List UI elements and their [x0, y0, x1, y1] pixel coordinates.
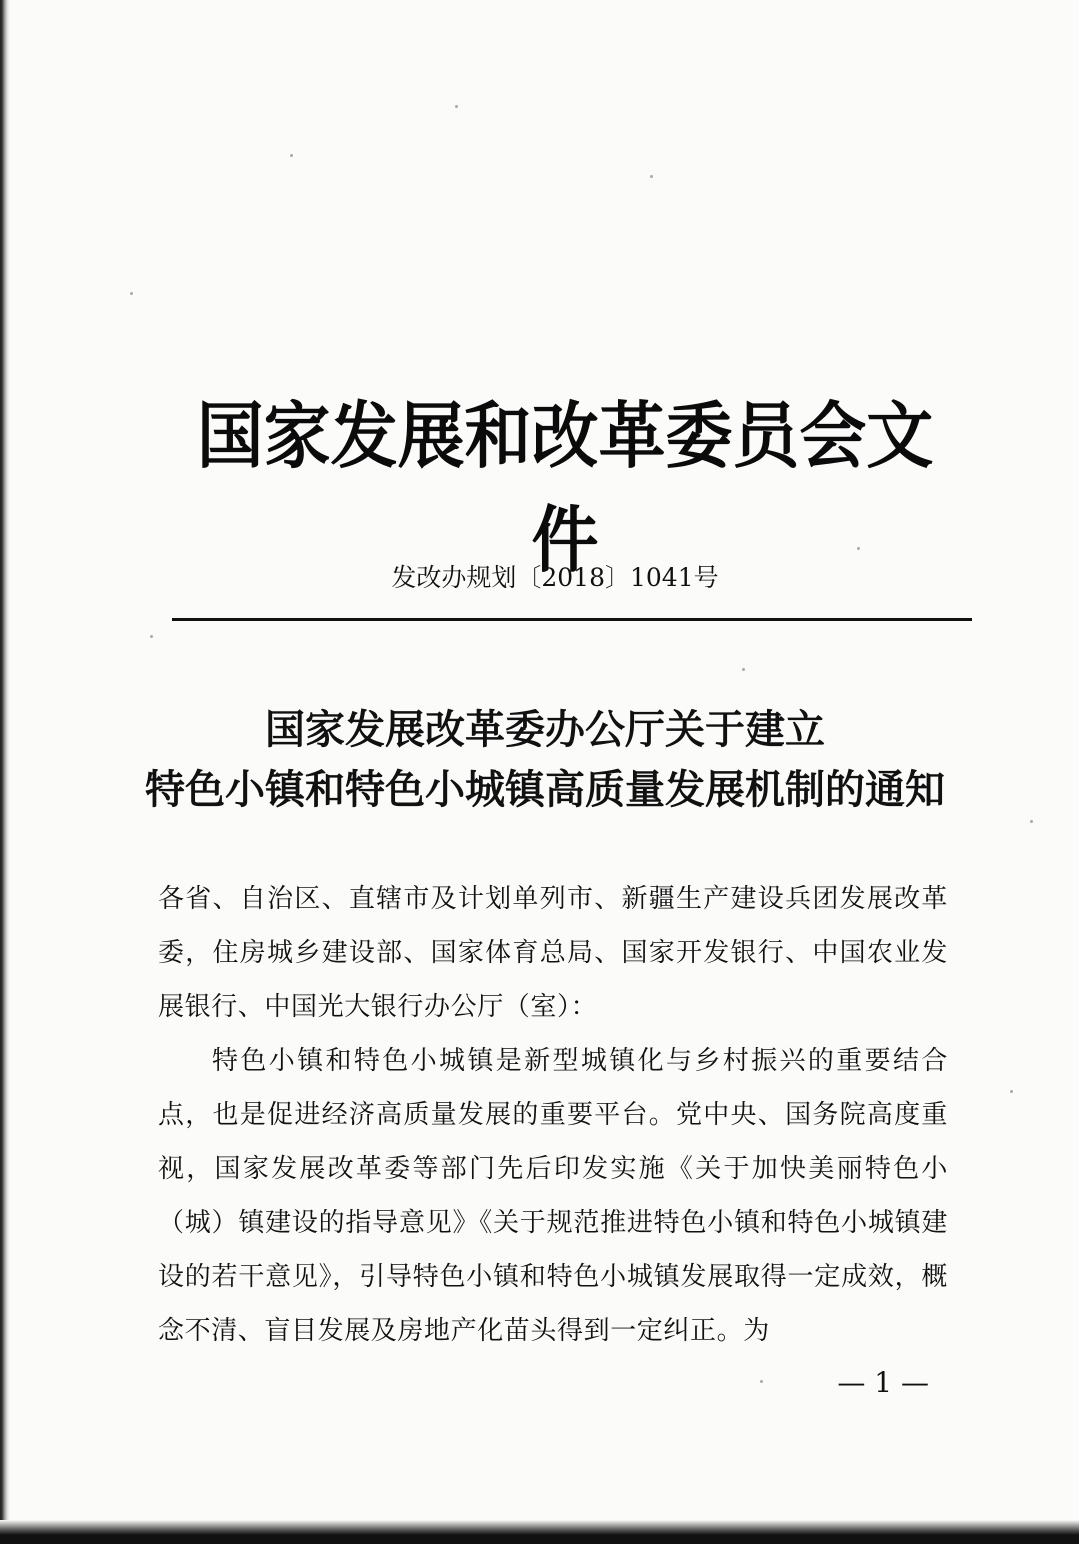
addressee-paragraph: 各省、自治区、直辖市及计划单列市、新疆生产建设兵团发展改革委，住房城乡建设部、国家体育总局、国家开发银行、中国农业发展银行、中国光大银行办公厅（室）：	[158, 884, 948, 1022]
scan-speck	[1030, 820, 1033, 823]
scan-left-edge	[0, 0, 10, 1520]
scan-bottom-edge	[0, 1520, 1079, 1544]
scan-speck	[130, 292, 133, 295]
body-paragraph-1: 特色小镇和特色小城镇是新型城镇化与乡村振兴的重要结合点，也是促进经济高质量发展的重要平台。党中央、国务院高度重视，国家发展改革委等部门先后印发实施《关于加快美丽特色小（城）镇建设的指导意见》《关于规范推进特色小镇和特色小城镇建设的若干意见》，引导特色小镇和特色小城镇发展取得一定成效，概念不清、盲目发展及房地产化苗头得到一定纠正。为	[158, 1046, 948, 1346]
header-divider	[172, 618, 972, 621]
scan-speck	[650, 175, 653, 178]
scan-speck	[455, 105, 458, 108]
notice-title	[145, 700, 945, 820]
document-body	[158, 872, 948, 1358]
scan-speck	[742, 668, 745, 671]
scan-speck	[760, 1380, 763, 1383]
scan-speck	[290, 154, 293, 157]
document-header: 国家发展和改革委员会文件	[196, 393, 934, 582]
notice-title-line-2: 特色小镇和特色小城镇高质量发展机制的通知	[145, 766, 945, 813]
scan-speck	[1010, 1090, 1013, 1093]
page-number: — 1 —	[837, 1366, 929, 1399]
notice-title-line-1: 国家发展改革委办公厅关于建立	[265, 706, 825, 753]
document-number: 发改办规划〔2018〕1041号	[391, 563, 719, 592]
scan-speck	[150, 635, 153, 638]
